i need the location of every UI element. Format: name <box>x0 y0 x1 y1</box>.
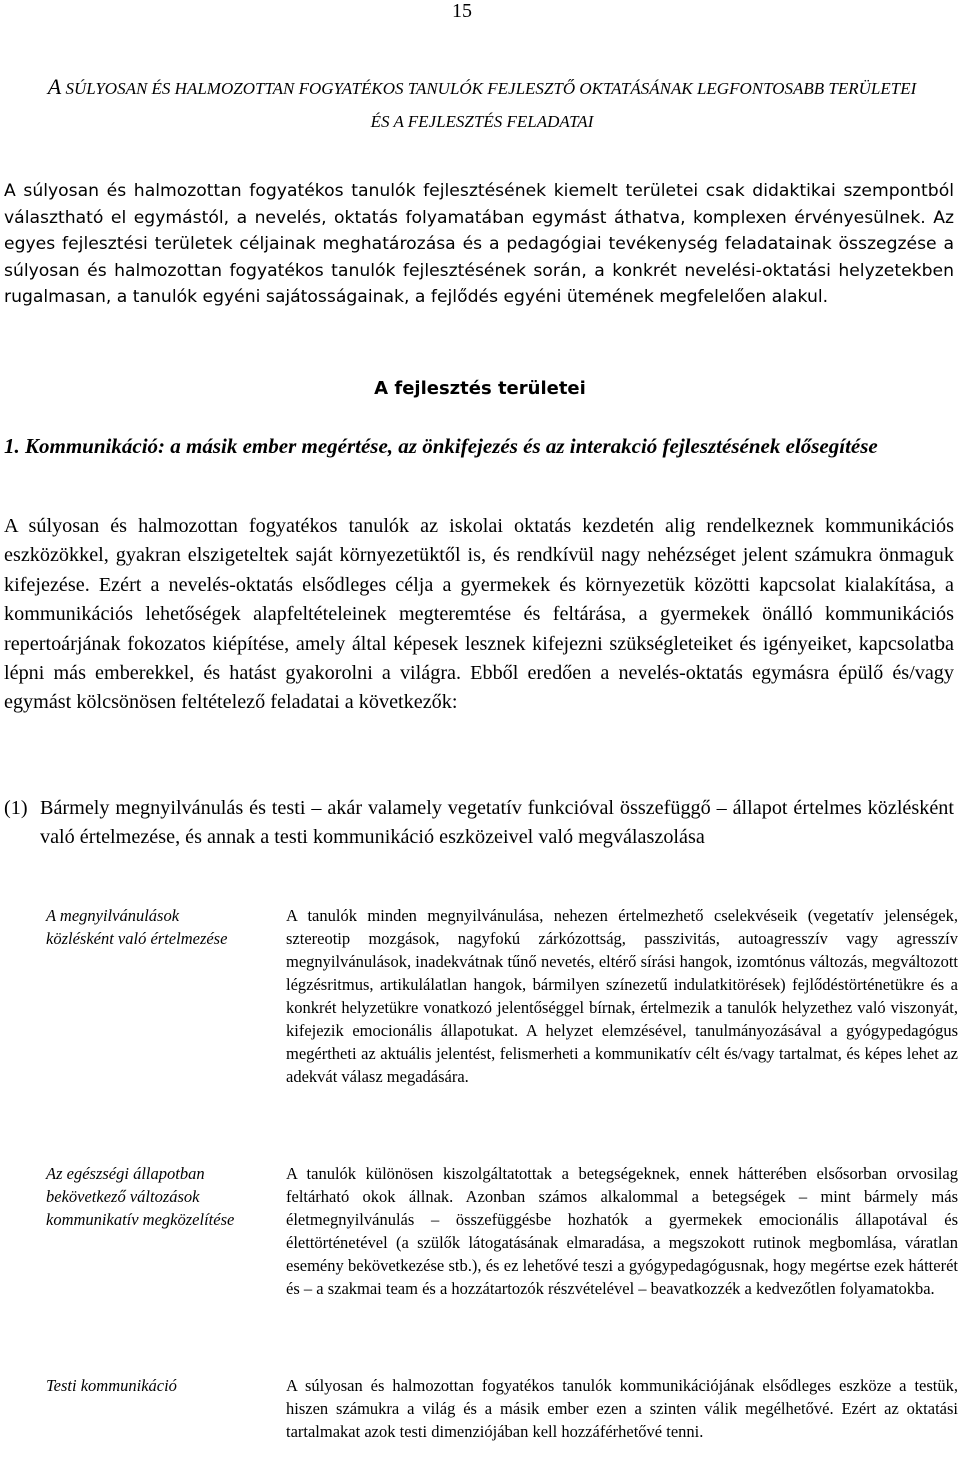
row-label: Az egészségi állapotban bekövetkező változások kommunikatív megközelítése <box>46 1164 235 1229</box>
chapter-title-line-2: ÉS A FEJLESZTÉS FELADATAI <box>370 112 594 131</box>
row-description: A tanulók minden megnyilvánulása, nehezen értelmezhető cselekvéseik (vegetatív jelenségek, sztereotip mozgások, nagyfokú zárkózottság, passzivitás, autoagresszív vagy agresszív megnyilvánulások, inadekvátnak tűnő nevetés, eltérő sírási hangok, izomtónus változás, megváltozott légzésritmus, artikulálatlan hangok, bármilyen színezetű indulatkitörések) fejlődéstörténetükre és a konkrét helyzetükre vonatkozó jelentőséggel bírnak, értelmezik a tanulók helyzethez való viszonyát, kifejezik emocionális állapotukat. A helyzet elemzésével, tanulmányozásával a gyógypedagógus megértheti az aktuális jelentést, felismerheti a kommunikatív célt és/vagy tartalmat, és képes lehet az adekvát válasz megadására. <box>286 906 958 1086</box>
row-label: Testi kommunikáció <box>46 1376 177 1395</box>
list-item-text: Bármely megnyilvánulás és testi – akár valamely vegetatív funkcióval összefüggő – állapot értelmes közlésként való értelmezése, és annak a testi kommunikáció eszközeivel való megválaszolása <box>40 797 954 849</box>
chapter-title-initial: A <box>47 74 62 99</box>
row-label: A megnyilvánulások közlésként való értelmezése <box>46 906 228 948</box>
body-paragraph: A súlyosan és halmozottan fogyatékos tanulók az iskolai oktatás kezdetén alig rendelkeznek kommunikációs eszközökkel, gyakran elszigeteltek saját környezetüktől is, és rendkívül nagy nehézséget jelent számukra önmaguk kifejezése. Ezért a nevelés-oktatás elsődleges célja a gyermekek és környezetük közötti kapcsolat kialakítása, a kommunikációs lehetőségek alapfeltételeinek megteremtése és feltárása, a gyermekek önálló kommunikációs repertoárjának fokozatos kiépítése, amely által képesek lesznek kifejezni szükségleteiket és igényeiket, kapcsolatba lépni más emberekkel, és hatást gyakorolni a világra. Ebből eredően a nevelés-oktatás egymásra épülő és/vagy egymást kölcsönösen feltételező feladatai a következők: <box>4 515 954 714</box>
intro-paragraph: A súlyosan és halmozottan fogyatékos tanulók fejlesztésének kiemelt területei csak didaktikai szempontból választható el egymástól, a nevelés, oktatás folyamatában egymást áthatva, komplexen érvényesülnek. Az egyes fejlesztési területek céljainak meghatározása és a pedagógiai tevékenység feladatainak összegzése a súlyosan és halmozottan fogyatékos tanulók fejlesztésének során, a konkrét nevelési-oktatási helyzetekben rugalmasan, a tanulók egyéni sajátosságainak, a fejlődés egyéni ütemének megfelelően alakul. <box>4 181 954 307</box>
chapter-title-rest: SÚLYOSAN ÉS HALMOZOTTAN FOGYATÉKOS TANULÓK FEJLESZTŐ OKTATÁSÁNAK LEGFONTOSABB TERÜLETEI <box>61 79 917 98</box>
chapter-title <box>18 70 946 138</box>
page-number: 15 <box>452 0 472 22</box>
chapter-title-line-1 <box>18 70 946 105</box>
section-heading: A fejlesztés területei <box>374 378 586 399</box>
list-item-number: (1) <box>4 797 28 819</box>
subsection-heading: 1. Kommunikáció: a másik ember megértése, az önkifejezés és az interakció fejlesztésének elősegítése <box>4 434 878 458</box>
row-description: A tanulók különösen kiszolgáltatottak a betegségeknek, ennek hátterében elsősorban orvosilag feltárható okok állnak. Azonban számos alkalommal a betegségek – mint bármely más életmegnyilvánulás – összefüggésbe hozhatók a gyermekek emocionális állapotával és élettörténetével (a szülők látogatásának elmaradása, a megszokott rutinok megbomlása, váratlan esemény bekövetkezése stb.), és ez lehetővé teszi a gyógypedagógusnak, hogy megértse ezek hátterét és – a szakmai team és a hozzátartozók részvételével – beavatkozzék a kedvezőtlen folyamatokba. <box>286 1164 958 1298</box>
list-item <box>4 794 954 853</box>
row-description: A súlyosan és halmozottan fogyatékos tanulók kommunikációjának elsődleges eszköze a testük, hiszen számukra a világ és a másik ember ezen a szinten válik megélhetővé. Ezért az oktatási tartalmakat azok testi dimenziójában kell hozzáférhetővé tenni. <box>286 1376 958 1441</box>
